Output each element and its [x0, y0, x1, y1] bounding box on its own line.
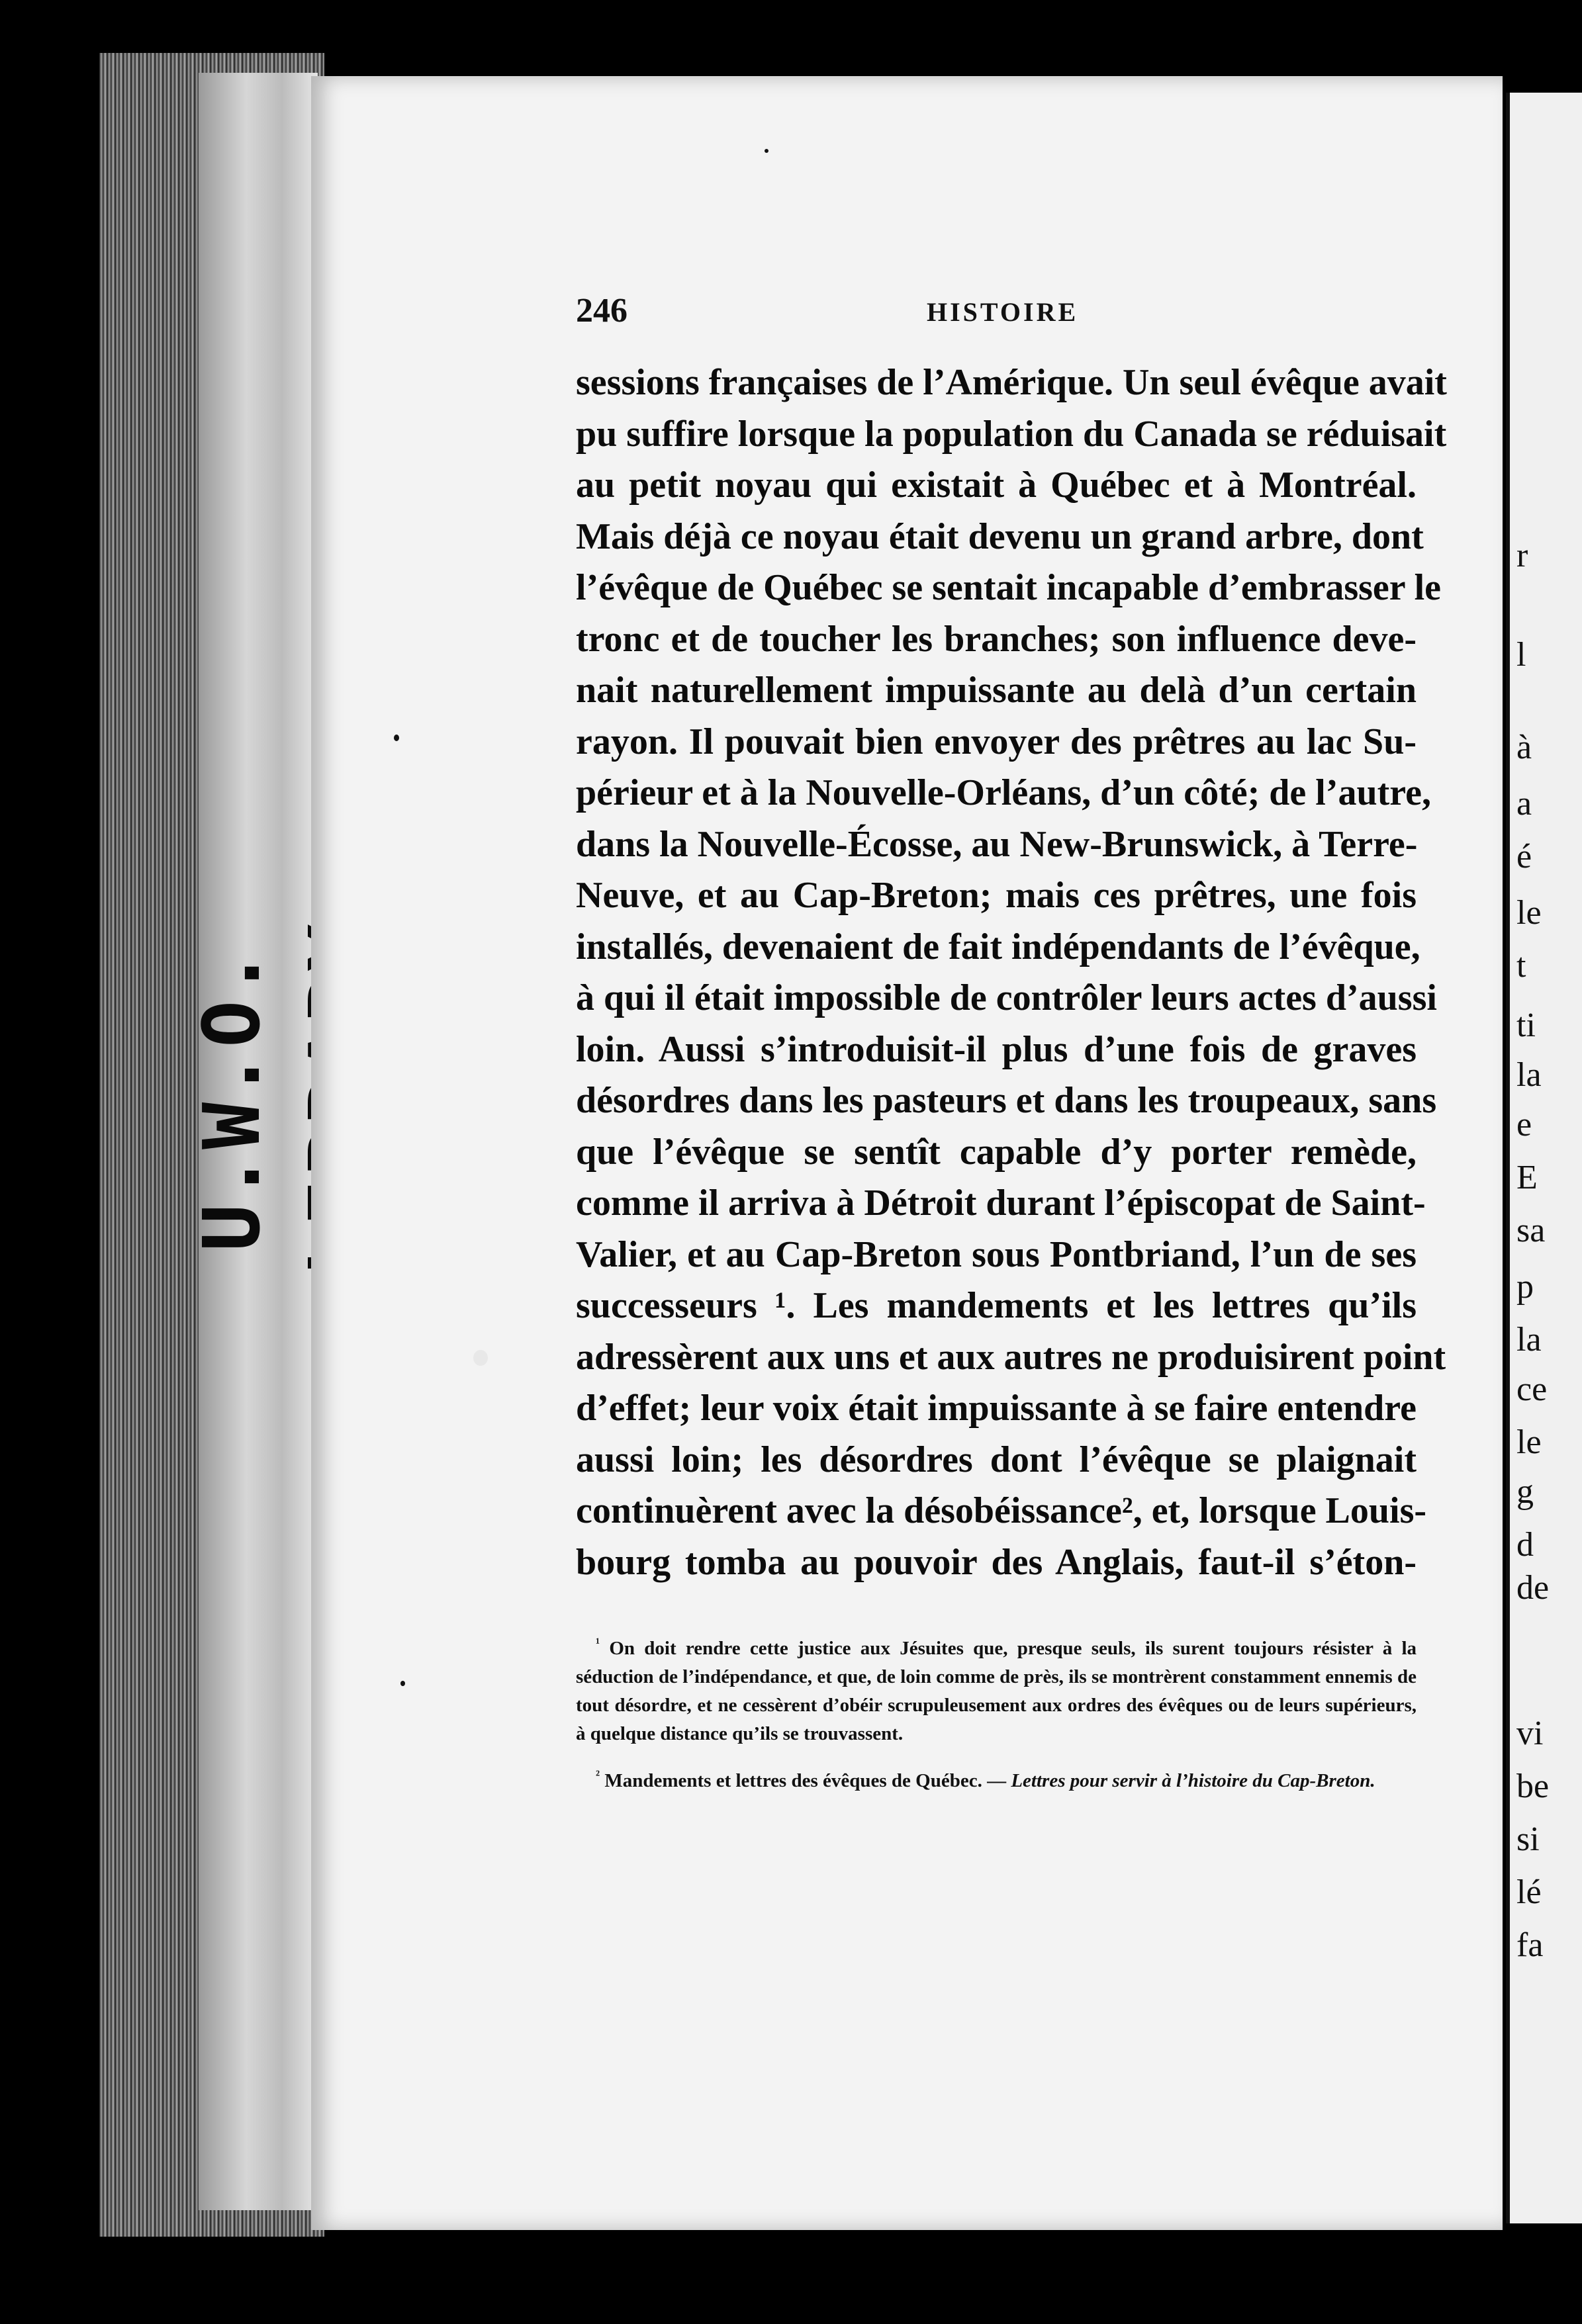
- facing-page-fragment: be: [1516, 1767, 1550, 1805]
- facing-page-fragment: é: [1516, 838, 1532, 875]
- page-header: [576, 291, 1423, 337]
- facing-page-fragment: p: [1516, 1268, 1534, 1306]
- text-line: au petit noyau qui existait à Québec et à Montréal.: [576, 465, 1417, 506]
- facing-page-fragment: à: [1516, 729, 1532, 766]
- text-line: d’effet; leur voix était impuissante à se faire entendre: [576, 1388, 1417, 1429]
- text-line: aussi loin; les désordres dont l’évêque se plaignait: [576, 1439, 1417, 1480]
- text-line: loin. Aussi s’introduisit-il plus d’une fois de graves: [576, 1028, 1417, 1070]
- text-line: adressèrent aux uns et aux autres ne produisirent point: [576, 1336, 1446, 1378]
- text-line: que l’évêque se sentît capable d’y porter remède,: [576, 1131, 1417, 1173]
- facing-page-fragment: la: [1516, 1056, 1542, 1094]
- facing-page-fragment: sa: [1516, 1212, 1546, 1249]
- text-line: installés, devenaient de fait indépendants de l’évêque,: [576, 926, 1420, 967]
- facing-page-edge: [1506, 93, 1582, 2223]
- footnote-marker: ¹: [596, 1636, 600, 1651]
- library-stamp: U.W.O.: [186, 945, 277, 1252]
- text-line: à qui il était impossible de contrôler leurs actes d’aussi: [576, 977, 1437, 1018]
- facing-page-fragment: le: [1516, 894, 1542, 932]
- body-text: [576, 357, 1447, 1588]
- footnote-2: [576, 1767, 1417, 1795]
- facing-page-fragment: la: [1516, 1321, 1542, 1359]
- facing-page-fragment: t: [1516, 947, 1526, 985]
- facing-page-fragment: vi: [1516, 1715, 1544, 1752]
- facing-page-fragment: le: [1516, 1423, 1542, 1461]
- facing-page-fragment: ti: [1516, 1006, 1536, 1044]
- text-line: périeur et à la Nouvelle-Orléans, d’un côté; de l’autre,: [576, 772, 1431, 813]
- text-line: Mais déjà ce noyau était devenu un grand arbre, dont: [576, 515, 1424, 557]
- footnote-text: On doit rendre cette justice aux Jésuites que, presque seuls, ils surent toujours résister à la séduction de l’indépendance, et que, de loin comme de près, ils se montrèrent constamment ennemis de tout désordre, et ne cessèrent d’obéir scrupuleusement aux ordres des évêques ou de leurs supérieurs, à quelque distance qu’ils se trouvassent.: [576, 1638, 1417, 1744]
- facing-page-fragment: si: [1516, 1820, 1540, 1858]
- scan-speck: [765, 149, 768, 153]
- footnotes: [576, 1634, 1417, 1795]
- facing-page-fragment: fa: [1516, 1926, 1544, 1964]
- text-line: l’évêque de Québec se sentait incapable d’embrasser le: [576, 567, 1442, 608]
- text-line: comme il arriva à Détroit durant l’épiscopat de Saint-: [576, 1183, 1426, 1224]
- facing-page-fragment: a: [1516, 785, 1532, 823]
- text-line: nait naturellement impuissante au delà d’un certain: [576, 670, 1417, 711]
- text-line: tronc et de toucher les branches; son influence deve-: [576, 618, 1417, 660]
- text-line: rayon. Il pouvait bien envoyer des prêtres au lac Su-: [576, 721, 1417, 762]
- facing-page-fragment: lé: [1516, 1873, 1542, 1911]
- page-number: 246: [576, 292, 628, 330]
- facing-page-fragment: r: [1516, 537, 1528, 574]
- text-line: Neuve, et au Cap-Breton; mais ces prêtres, une fois: [576, 875, 1417, 916]
- facing-page-fragment: d: [1516, 1526, 1534, 1564]
- facing-page-fragment: e: [1516, 1106, 1532, 1143]
- running-head: HISTOIRE: [927, 297, 1079, 327]
- footnote-text: Mandements et lettres des évêques de Québec. —: [604, 1770, 1007, 1791]
- scan-speck: [473, 1350, 488, 1366]
- footnote-marker: ²: [596, 1768, 600, 1783]
- scan-speck: [394, 735, 399, 741]
- facing-page-fragment: g: [1516, 1473, 1534, 1511]
- text-line: pu suffire lorsque la population du Canada se réduisait: [576, 413, 1447, 455]
- facing-page-fragment: l: [1516, 636, 1526, 674]
- text-line: bourg tomba au pouvoir des Anglais, faut-il s’éton-: [576, 1541, 1417, 1583]
- footnote-italic-title: Lettres pour servir à l’histoire du Cap-Breton.: [1011, 1770, 1375, 1791]
- text-line: Valier, et au Cap-Breton sous Pontbriand, l’un de ses: [576, 1233, 1417, 1275]
- facing-page-fragment: E: [1516, 1159, 1538, 1196]
- footnote-1: [576, 1634, 1417, 1748]
- facing-page-fragment: ce: [1516, 1370, 1548, 1408]
- text-line: sessions françaises de l’Amérique. Un seul évêque avait: [576, 362, 1447, 403]
- text-line: continuèrent avec la désobéissance², et, lorsque Louis-: [576, 1490, 1427, 1531]
- facing-page-fragment: de: [1516, 1569, 1550, 1607]
- text-line: dans la Nouvelle-Écosse, au New-Brunswick, à Terre-: [576, 823, 1418, 865]
- text-line: désordres dans les pasteurs et dans les troupeaux, sans: [576, 1080, 1437, 1121]
- scan-speck: [400, 1681, 405, 1686]
- text-line: successeurs ¹. Les mandements et les lettres qu’ils: [576, 1285, 1417, 1326]
